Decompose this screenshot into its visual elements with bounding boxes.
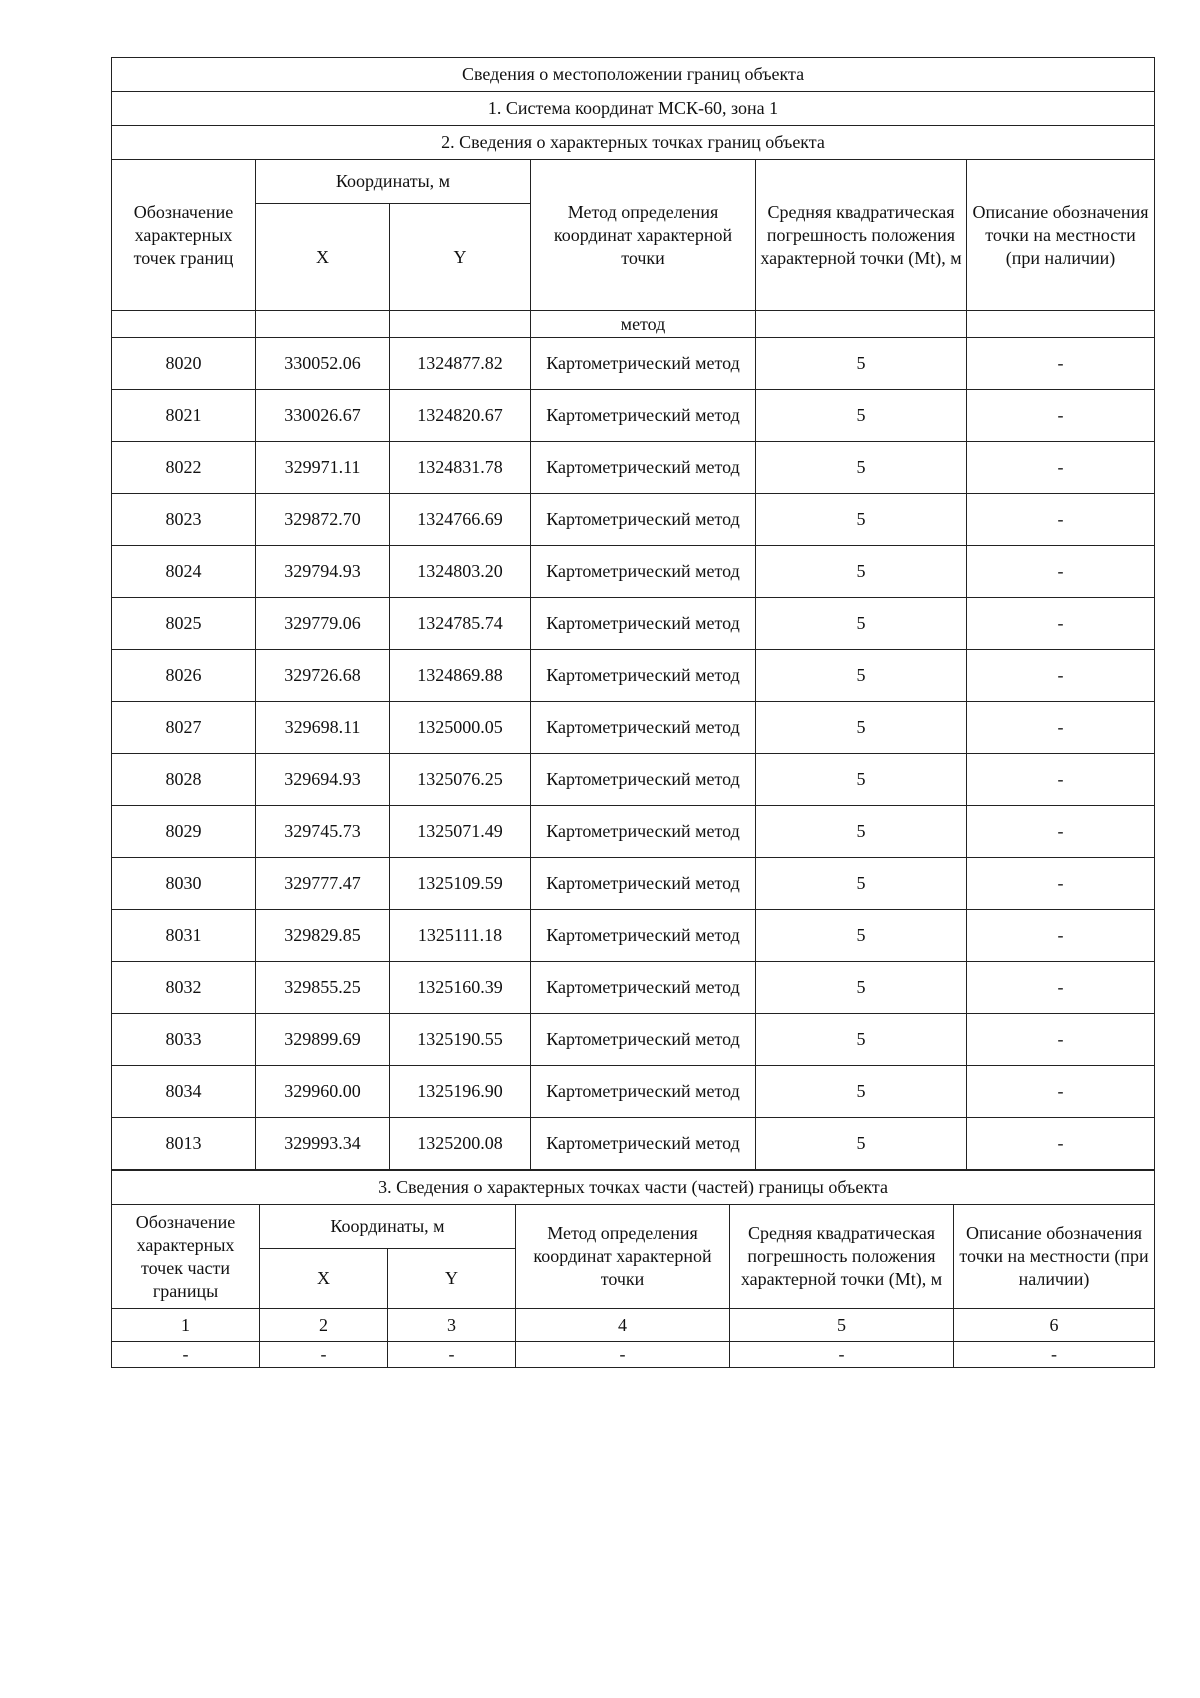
point-row (112, 962, 1155, 1014)
description-cell: - (967, 598, 1155, 650)
point-row (112, 1066, 1155, 1118)
accuracy-cell: 5 (756, 754, 967, 806)
x-coordinate-cell: 329872.70 (256, 494, 390, 546)
parts-header-y: Y (388, 1249, 516, 1309)
x-coordinate-cell: 329993.34 (256, 1118, 390, 1170)
x-coordinate-cell: 329777.47 (256, 858, 390, 910)
method-cell: Картометрический метод (531, 494, 756, 546)
parts-header-x: X (260, 1249, 388, 1309)
accuracy-cell: 5 (756, 442, 967, 494)
y-coordinate-cell: 1325109.59 (390, 858, 531, 910)
y-coordinate-cell: 1325076.25 (390, 754, 531, 806)
x-coordinate-cell: 329726.68 (256, 650, 390, 702)
x-coordinate-cell: 329698.11 (256, 702, 390, 754)
continuation-row (112, 311, 1155, 338)
y-coordinate-cell: 1324831.78 (390, 442, 531, 494)
method-cell: Картометрический метод (531, 858, 756, 910)
empty-cell: - (260, 1342, 388, 1368)
method-cell: Картометрический метод (531, 1066, 756, 1118)
x-coordinate-cell: 329694.93 (256, 754, 390, 806)
description-cell: - (967, 702, 1155, 754)
accuracy-cell: 5 (756, 702, 967, 754)
point-id-cell: 8030 (112, 858, 256, 910)
main-table (111, 57, 1155, 1170)
section-2-heading: 2. Сведения о характерных точках границ объекта (112, 126, 1155, 160)
column-number: 6 (954, 1309, 1155, 1342)
y-coordinate-cell: 1325111.18 (390, 910, 531, 962)
accuracy-cell: 5 (756, 858, 967, 910)
y-coordinate-cell: 1325196.90 (390, 1066, 531, 1118)
empty-parts-row (112, 1342, 1155, 1368)
parts-header-point: Обозначение характерных точек части границы (112, 1205, 260, 1309)
parts-header-method: Метод определения координат характерной точки (516, 1205, 730, 1309)
header-point: Обозначение характерных точек границ (112, 160, 256, 311)
empty-cell: - (112, 1342, 260, 1368)
point-id-cell: 8034 (112, 1066, 256, 1118)
point-id-cell: 8029 (112, 806, 256, 858)
empty-cell: - (388, 1342, 516, 1368)
y-coordinate-cell: 1325200.08 (390, 1118, 531, 1170)
y-coordinate-cell: 1324803.20 (390, 546, 531, 598)
accuracy-cell: 5 (756, 1066, 967, 1118)
y-coordinate-cell: 1324820.67 (390, 390, 531, 442)
point-id-cell: 8025 (112, 598, 256, 650)
point-id-cell: 8026 (112, 650, 256, 702)
parts-header-description: Описание обозначения точки на местности (при наличии) (954, 1205, 1155, 1309)
point-id-cell: 8024 (112, 546, 256, 598)
x-coordinate-cell: 329745.73 (256, 806, 390, 858)
method-cell: Картометрический метод (531, 546, 756, 598)
y-coordinate-cell: 1325160.39 (390, 962, 531, 1014)
point-row (112, 910, 1155, 962)
x-coordinate-cell: 329960.00 (256, 1066, 390, 1118)
accuracy-cell: 5 (756, 1118, 967, 1170)
accuracy-cell: 5 (756, 546, 967, 598)
method-cell: Картометрический метод (531, 910, 756, 962)
method-cell: Картометрический метод (531, 1118, 756, 1170)
header-y: Y (390, 204, 531, 311)
point-id-cell: 8031 (112, 910, 256, 962)
column-number: 1 (112, 1309, 260, 1342)
accuracy-cell: 5 (756, 494, 967, 546)
accuracy-cell: 5 (756, 338, 967, 390)
method-cell: Картометрический метод (531, 598, 756, 650)
y-coordinate-cell: 1325190.55 (390, 1014, 531, 1066)
header-description: Описание обозначения точки на местности (при наличии) (967, 160, 1155, 311)
description-cell: - (967, 650, 1155, 702)
accuracy-cell: 5 (756, 962, 967, 1014)
point-row (112, 494, 1155, 546)
point-id-cell: 8022 (112, 442, 256, 494)
accuracy-cell: 5 (756, 1014, 967, 1066)
x-coordinate-cell: 330052.06 (256, 338, 390, 390)
point-id-cell: 8028 (112, 754, 256, 806)
point-id-cell: 8033 (112, 1014, 256, 1066)
description-cell: - (967, 1118, 1155, 1170)
description-cell: - (967, 338, 1155, 390)
empty-cell: - (954, 1342, 1155, 1368)
method-cell: Картометрический метод (531, 702, 756, 754)
point-row (112, 1118, 1155, 1170)
empty-cell: - (730, 1342, 954, 1368)
description-cell: - (967, 806, 1155, 858)
header-method: Метод определения координат характерной точки (531, 160, 756, 311)
continuation-text: метод (531, 311, 756, 338)
point-row (112, 546, 1155, 598)
boundary-document (111, 57, 1154, 1368)
x-coordinate-cell: 329779.06 (256, 598, 390, 650)
header-x: X (256, 204, 390, 311)
column-number: 2 (260, 1309, 388, 1342)
point-row (112, 598, 1155, 650)
point-id-cell: 8021 (112, 390, 256, 442)
point-row (112, 442, 1155, 494)
y-coordinate-cell: 1325071.49 (390, 806, 531, 858)
parts-header-accuracy: Средняя квадратическая погрешность положения характерной точки (Mt), м (730, 1205, 954, 1309)
point-id-cell: 8032 (112, 962, 256, 1014)
point-id-cell: 8023 (112, 494, 256, 546)
description-cell: - (967, 546, 1155, 598)
description-cell: - (967, 494, 1155, 546)
point-row (112, 754, 1155, 806)
y-coordinate-cell: 1324785.74 (390, 598, 531, 650)
parts-table (111, 1170, 1155, 1368)
coordinate-system: 1. Система координат МСК-60, зона 1 (112, 92, 1155, 126)
description-cell: - (967, 754, 1155, 806)
point-row (112, 338, 1155, 390)
point-row (112, 858, 1155, 910)
method-cell: Картометрический метод (531, 962, 756, 1014)
column-number: 4 (516, 1309, 730, 1342)
method-cell: Картометрический метод (531, 390, 756, 442)
x-coordinate-cell: 329794.93 (256, 546, 390, 598)
accuracy-cell: 5 (756, 910, 967, 962)
description-cell: - (967, 390, 1155, 442)
point-id-cell: 8020 (112, 338, 256, 390)
y-coordinate-cell: 1324877.82 (390, 338, 531, 390)
method-cell: Картометрический метод (531, 754, 756, 806)
point-row (112, 702, 1155, 754)
x-coordinate-cell: 329855.25 (256, 962, 390, 1014)
point-row (112, 806, 1155, 858)
accuracy-cell: 5 (756, 806, 967, 858)
point-row (112, 650, 1155, 702)
method-cell: Картометрический метод (531, 1014, 756, 1066)
description-cell: - (967, 962, 1155, 1014)
accuracy-cell: 5 (756, 598, 967, 650)
method-cell: Картометрический метод (531, 442, 756, 494)
x-coordinate-cell: 329971.11 (256, 442, 390, 494)
description-cell: - (967, 1014, 1155, 1066)
point-id-cell: 8027 (112, 702, 256, 754)
x-coordinate-cell: 329899.69 (256, 1014, 390, 1066)
point-row (112, 1014, 1155, 1066)
x-coordinate-cell: 330026.67 (256, 390, 390, 442)
description-cell: - (967, 910, 1155, 962)
parts-header-coords: Координаты, м (260, 1205, 516, 1249)
x-coordinate-cell: 329829.85 (256, 910, 390, 962)
empty-cell: - (516, 1342, 730, 1368)
description-cell: - (967, 1066, 1155, 1118)
y-coordinate-cell: 1324766.69 (390, 494, 531, 546)
method-cell: Картометрический метод (531, 650, 756, 702)
method-cell: Картометрический метод (531, 338, 756, 390)
section-3-heading: 3. Сведения о характерных точках части (частей) границы объекта (112, 1171, 1155, 1205)
y-coordinate-cell: 1324869.88 (390, 650, 531, 702)
column-number: 5 (730, 1309, 954, 1342)
column-numbers-row (112, 1309, 1155, 1342)
accuracy-cell: 5 (756, 390, 967, 442)
accuracy-cell: 5 (756, 650, 967, 702)
point-row (112, 390, 1155, 442)
header-accuracy: Средняя квадратическая погрешность положения характерной точки (Mt), м (756, 160, 967, 311)
document-title: Сведения о местоположении границ объекта (112, 58, 1155, 92)
column-number: 3 (388, 1309, 516, 1342)
header-coords: Координаты, м (256, 160, 531, 204)
description-cell: - (967, 442, 1155, 494)
point-id-cell: 8013 (112, 1118, 256, 1170)
description-cell: - (967, 858, 1155, 910)
y-coordinate-cell: 1325000.05 (390, 702, 531, 754)
method-cell: Картометрический метод (531, 806, 756, 858)
